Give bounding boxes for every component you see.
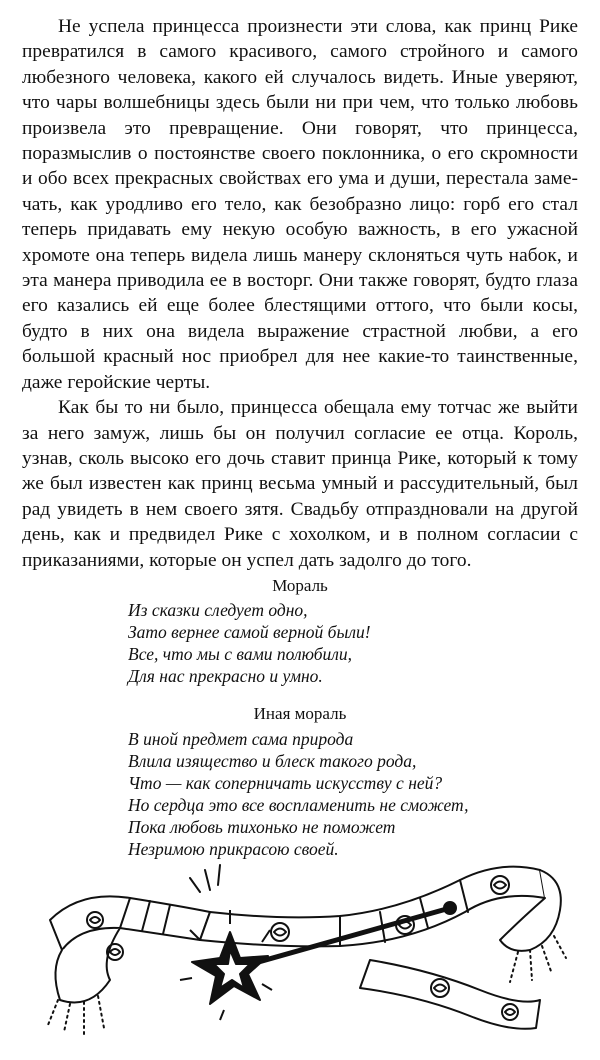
- paragraph-2: Как бы то ни было, принцесса обещала ему тотчас же выйти за него замуж, лишь бы он получил согласие ее отца. Король, узнав, сколь высоко его дочь ставит принца Рике, который к тому же был известен как принц весьма умный и рассудительный, был рад увидеть в нем своего зятя. Свадьбу отпраздновали на другой день, как и предвидел Рике с хохолком, и в полном согласии с приказаниями, которые он успел дать задолго до того.: [22, 397, 578, 571]
- magic-wand-ribbon-icon: [40, 850, 570, 1050]
- verse-line: Пока любовь тихонько не поможет: [128, 817, 396, 837]
- verse-line: Для нас прекрасно и умно.: [128, 666, 323, 686]
- other-moral-verse: [128, 728, 469, 860]
- verse-line: В иной предмет сама природа: [128, 729, 354, 749]
- verse-line: Все, что мы с вами полюбили,: [128, 644, 353, 664]
- story-text: [22, 14, 578, 573]
- verse-line: Зато вернее самой верной были!: [128, 622, 371, 642]
- other-moral-heading: Иная мораль: [253, 704, 347, 723]
- moral-verse: [128, 599, 371, 687]
- verse-line: Из сказки следует одно,: [128, 600, 308, 620]
- paragraph-1: Не успела принцесса произнести эти слова, как принц Рике превратился в самого красивого, самого стройного и самого любезного человека, какого ей случалось видеть. Иные уверяют, что чары волшебницы здесь были ни при чем, что только любовь произвела это превращение. Они говорят, что принцесса, поразмыслив о постоянстве своего поклонника, о его скромности и обо всех прекрасных свойствах его ума и души, перестала замечать, как уродливо его тело, как безобразно лицо: горб его стал теперь придавать ему некую особую важность, в его ужасной хромоте она теперь видела лишь манеру склоняться чуть набок, и эта манера приводила ее в восторг. Они также говорят, будто глаза его казались ей еще более блестящими оттого, что были косы, будто в них она видела выражение страстной любви, а его большой красный нос приобрел для нее какие-то таинственные, даже геройские черты.: [22, 16, 578, 393]
- verse-line: Незримою прикрасою своей.: [128, 839, 339, 859]
- verse-line: Но сердца это все воспламенить не сможет,: [128, 795, 469, 815]
- verse-line: Влила изящество и блеск такого рода,: [128, 751, 417, 771]
- moral-heading: Мораль: [272, 576, 328, 595]
- verse-line: Что — как соперничать искусству с ней?: [128, 773, 443, 793]
